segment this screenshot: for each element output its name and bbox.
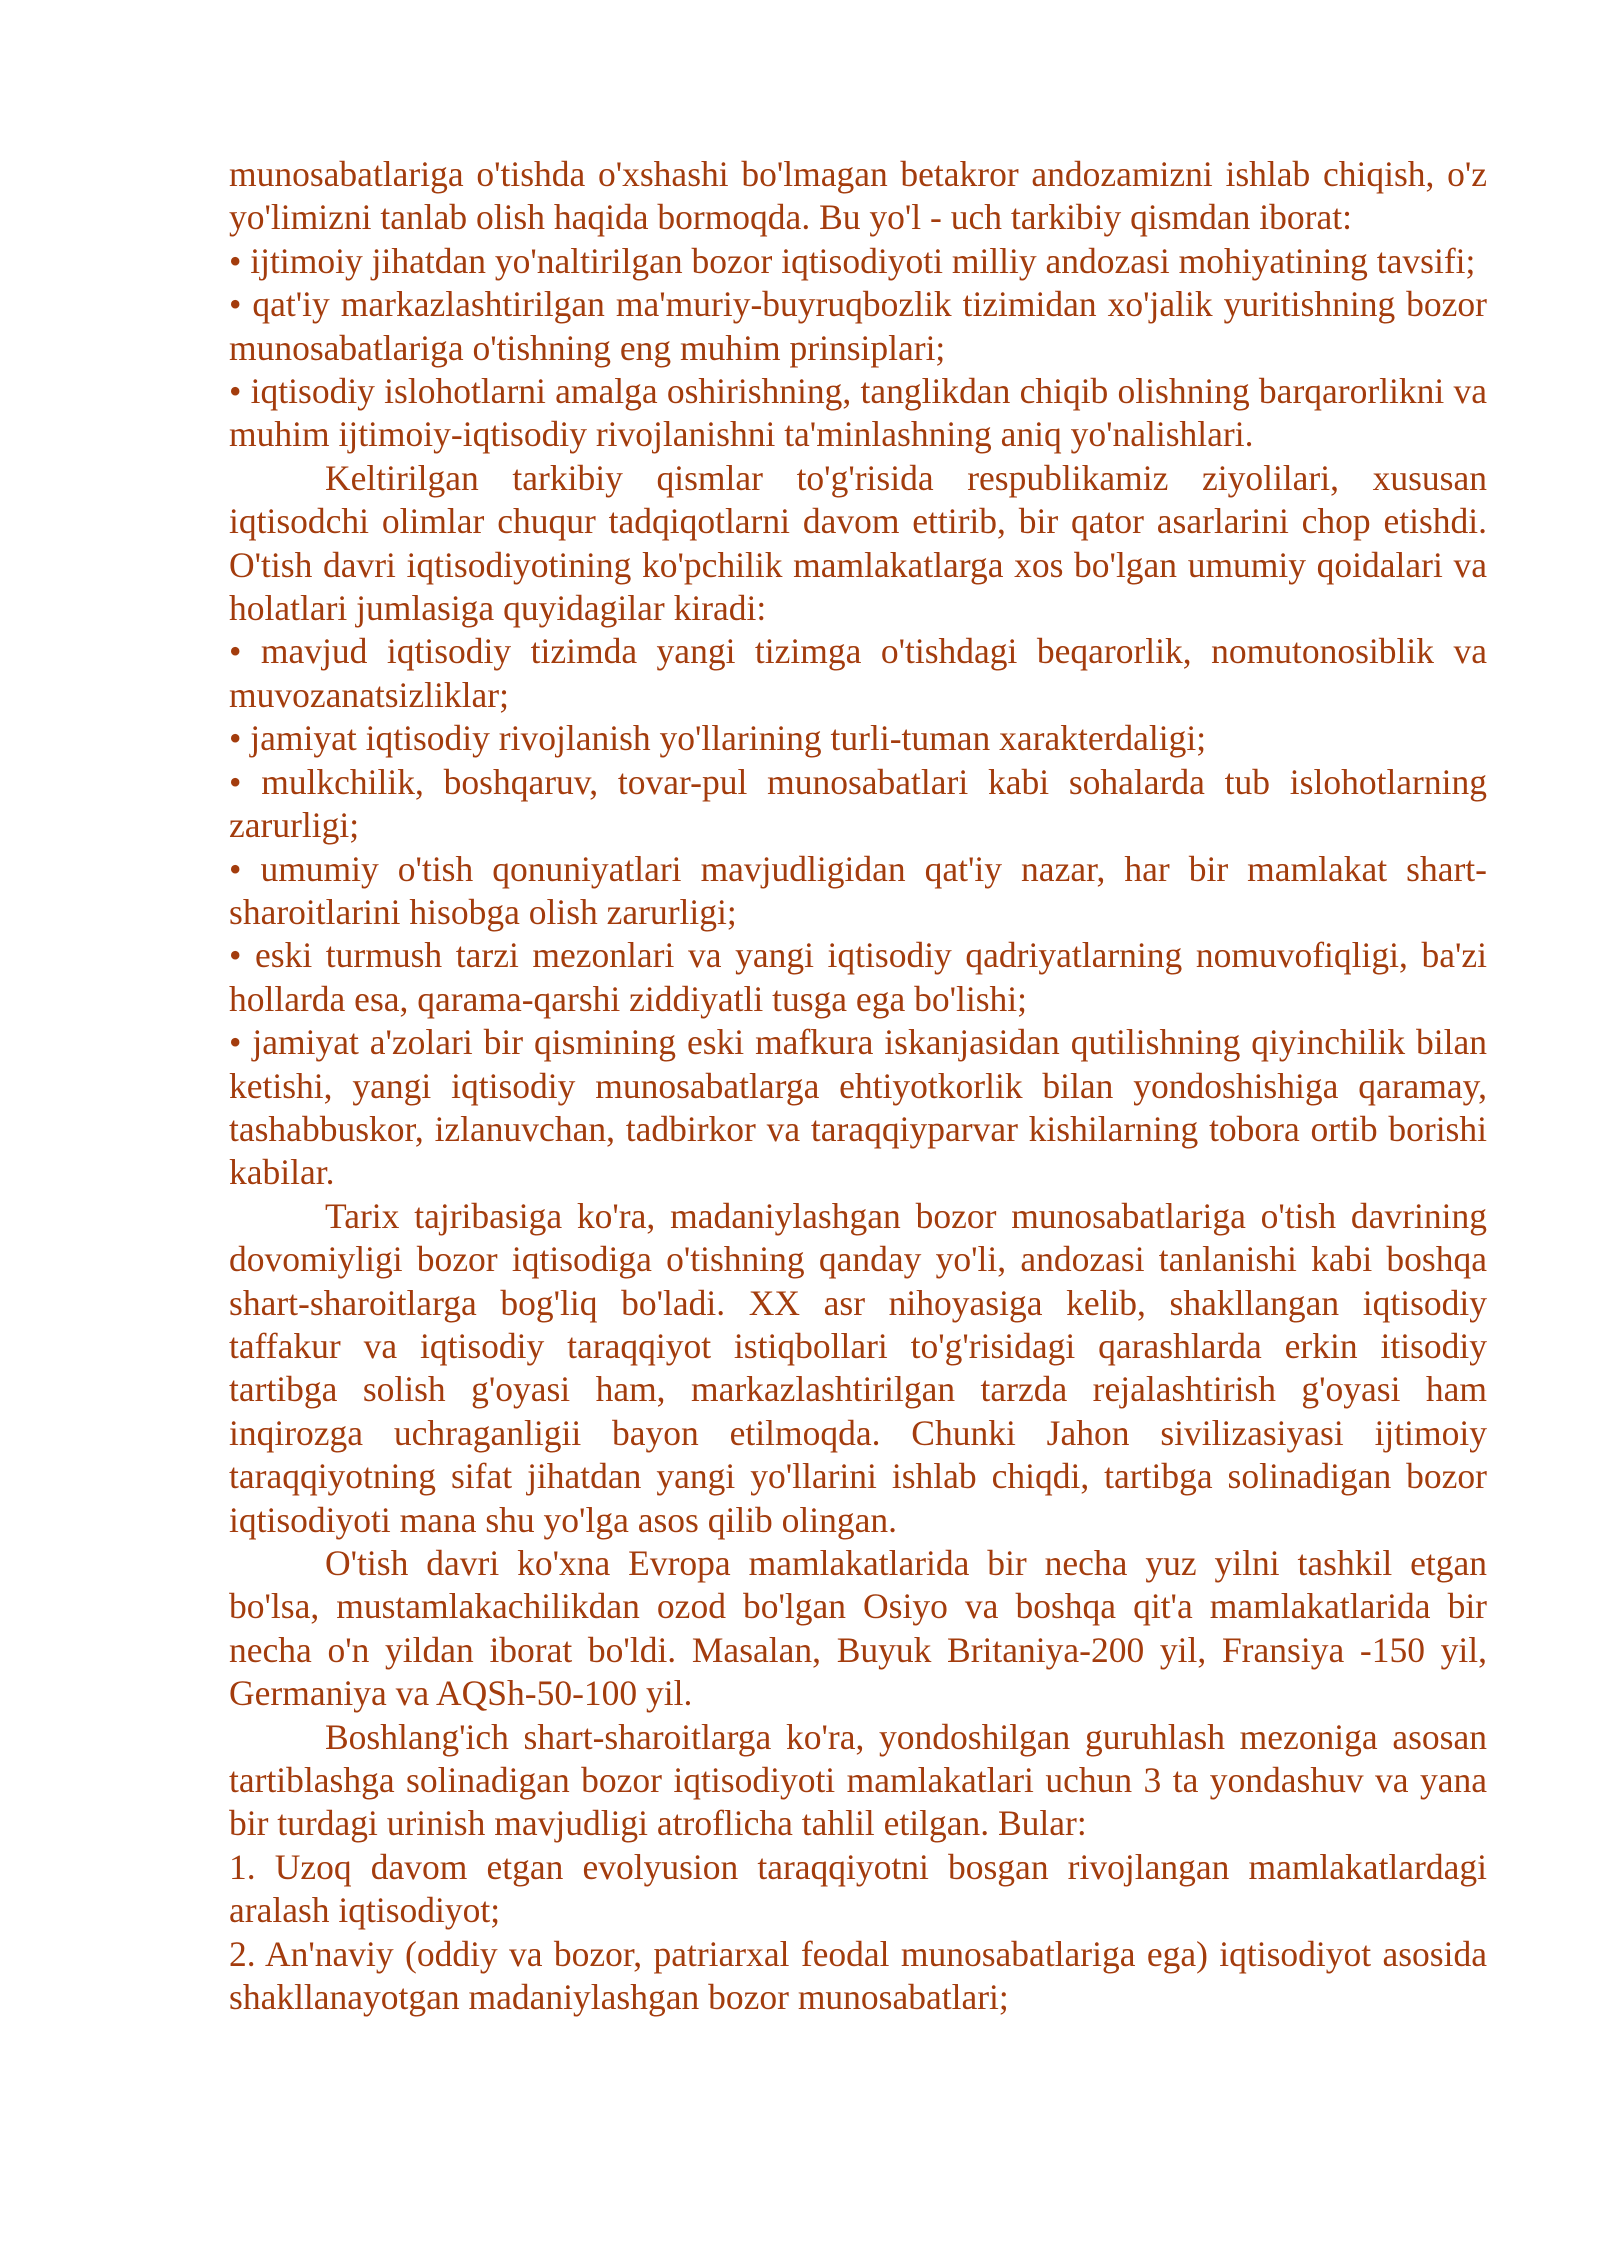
bullet-item: • jamiyat a'zolari bir qismining eski mafkura iskanjasidan qutilishning qiyinchilik bilan ketishi, yangi iqtisodiy munosabatlarga ehtiyotkorlik bilan yondoshishiga qaramay, tashabbuskor, izlanuvchan, tadbirkor va taraqqiyparvar kishilarning tobora ortib borishi kabilar. [229,1022,1487,1193]
numbered-item: 2. An'naviy (oddiy va bozor, patriarxal feodal munosabatlariga ega) iqtisodiyot asosida shakllanayotgan madaniylashgan bozor munosabatlari; [229,1933,1487,2018]
indented-paragraph: Boshlang'ich shart-sharoitlarga ko'ra, yondoshilgan guruhlash mezoniga asosan tartiblashga solinadigan bozor iqtisodiyoti mamlakatlari uchun 3 ta yondashuv va yana bir turdagi urinish mavjudligi atroflicha tahlil etilgan. Bular: [229,1716,1487,1844]
indented-paragraph: Keltirilgan tarkibiy qismlar to'g'risida respublikamiz ziyolilari, xususan iqtisodchi olimlar chuqur tadqiqotlarni davom ettirib, bir qator asarlarini chop etishdi. O'tish davri iqtisodiyotining ko'pchilik mamlakatlarga xos bo'lgan umumiy qoidalari va holatlari jumlasiga quyidagilar kiradi: [229,457,1487,629]
bullet-item: • iqtisodiy islohotlarni amalga oshirishning, tanglikdan chiqib olishning barqarorlikni va muhim ijtimoiy-iqtisodiy rivojlanishni ta'minlashning aniq yo'nalishlari. [229,371,1487,455]
paragraph: munosabatlariga o'tishda o'xshashi bo'lmagan betakror andozamizni ishlab chiqish, o'z yo'limizni tanlab olish haqida bormoqda. Bu yo'l - uch tarkibiy qismdan iborat: [229,154,1487,238]
document-page [229,153,1487,2019]
bullet-item: • qat'iy markazlashtirilgan ma'muriy-buyruqbozlik tizimidan xo'jalik yuritishning bozor munosabatlariga o'tishning eng muhim prinsiplari; [229,284,1487,368]
numbered-item: 1. Uzoq davom etgan evolyusion taraqqiyotni bosgan rivojlangan mamlakatlardagi aralash iqtisodiyot; [229,1846,1487,1931]
bullet-item: • jamiyat iqtisodiy rivojlanish yo'llarining turli-tuman xarakterdaligi; [229,718,1207,759]
bullet-item: • mulkchilik, boshqaruv, tovar-pul munosabatlari kabi sohalarda tub islohotlarning zarurligi; [229,761,1487,846]
bullet-item: • mavjud iqtisodiy tizimda yangi tizimga o'tishdagi beqarorlik, nomutonosiblik va muvozanatsizliklar; [229,631,1487,715]
indented-paragraph: Tarix tajribasiga ko'ra, madaniylashgan bozor munosabatlariga o'tish davrining dovomiyligi bozor iqtisodiga o'tishning qanday yo'li, andozasi tanlanishi kabi boshqa shart-sharoitlarga bog'liq bo'ladi. XX asr nihoyasiga kelib, shakllangan iqtisodiy taffakur va iqtisodiy taraqqiyot istiqbollari to'g'risidagi qarashlarda erkin itisodiy tartibga solish g'oyasi ham, markazlashtirilgan tarzda rejalashtirish g'oyasi ham inqirozga uchraganligii bayon etilmoqda. Chunki Jahon sivilizasiyasi ijtimoiy taraqqiyotning sifat jihatdan yangi yo'llarini ishlab chiqdi, tartibga solinadigan bozor iqtisodiyoti mana shu yo'lga asos qilib olingan. [229,1195,1487,1540]
bullet-item: • ijtimoiy jihatdan yo'naltirilgan bozor iqtisodiyoti milliy andozasi mohiyatining tavsifi; [229,240,1476,281]
bullet-item: • umumiy o'tish qonuniyatlari mavjudligidan qat'iy nazar, har bir mamlakat shart-sharoitlarini hisobga olish zarurligi; [229,848,1487,932]
indented-paragraph: O'tish davri ko'xna Evropa mamlakatlarida bir necha yuz yilni tashkil etgan bo'lsa, mustamlakachilikdan ozod bo'lgan Osiyo va boshqa qit'a mamlakatlarida bir necha o'n yildan iborat bo'ldi. Masalan, Buyuk Britaniya-200 yil, Fransiya -150 yil, Germaniya va AQSh-50-100 yil. [229,1543,1487,1714]
bullet-item: • eski turmush tarzi mezonlari va yangi iqtisodiy qadriyatlarning nomuvofiqligi, ba'zi hollarda esa, qarama-qarshi ziddiyatli tusga ega bo'lishi; [229,935,1487,1019]
